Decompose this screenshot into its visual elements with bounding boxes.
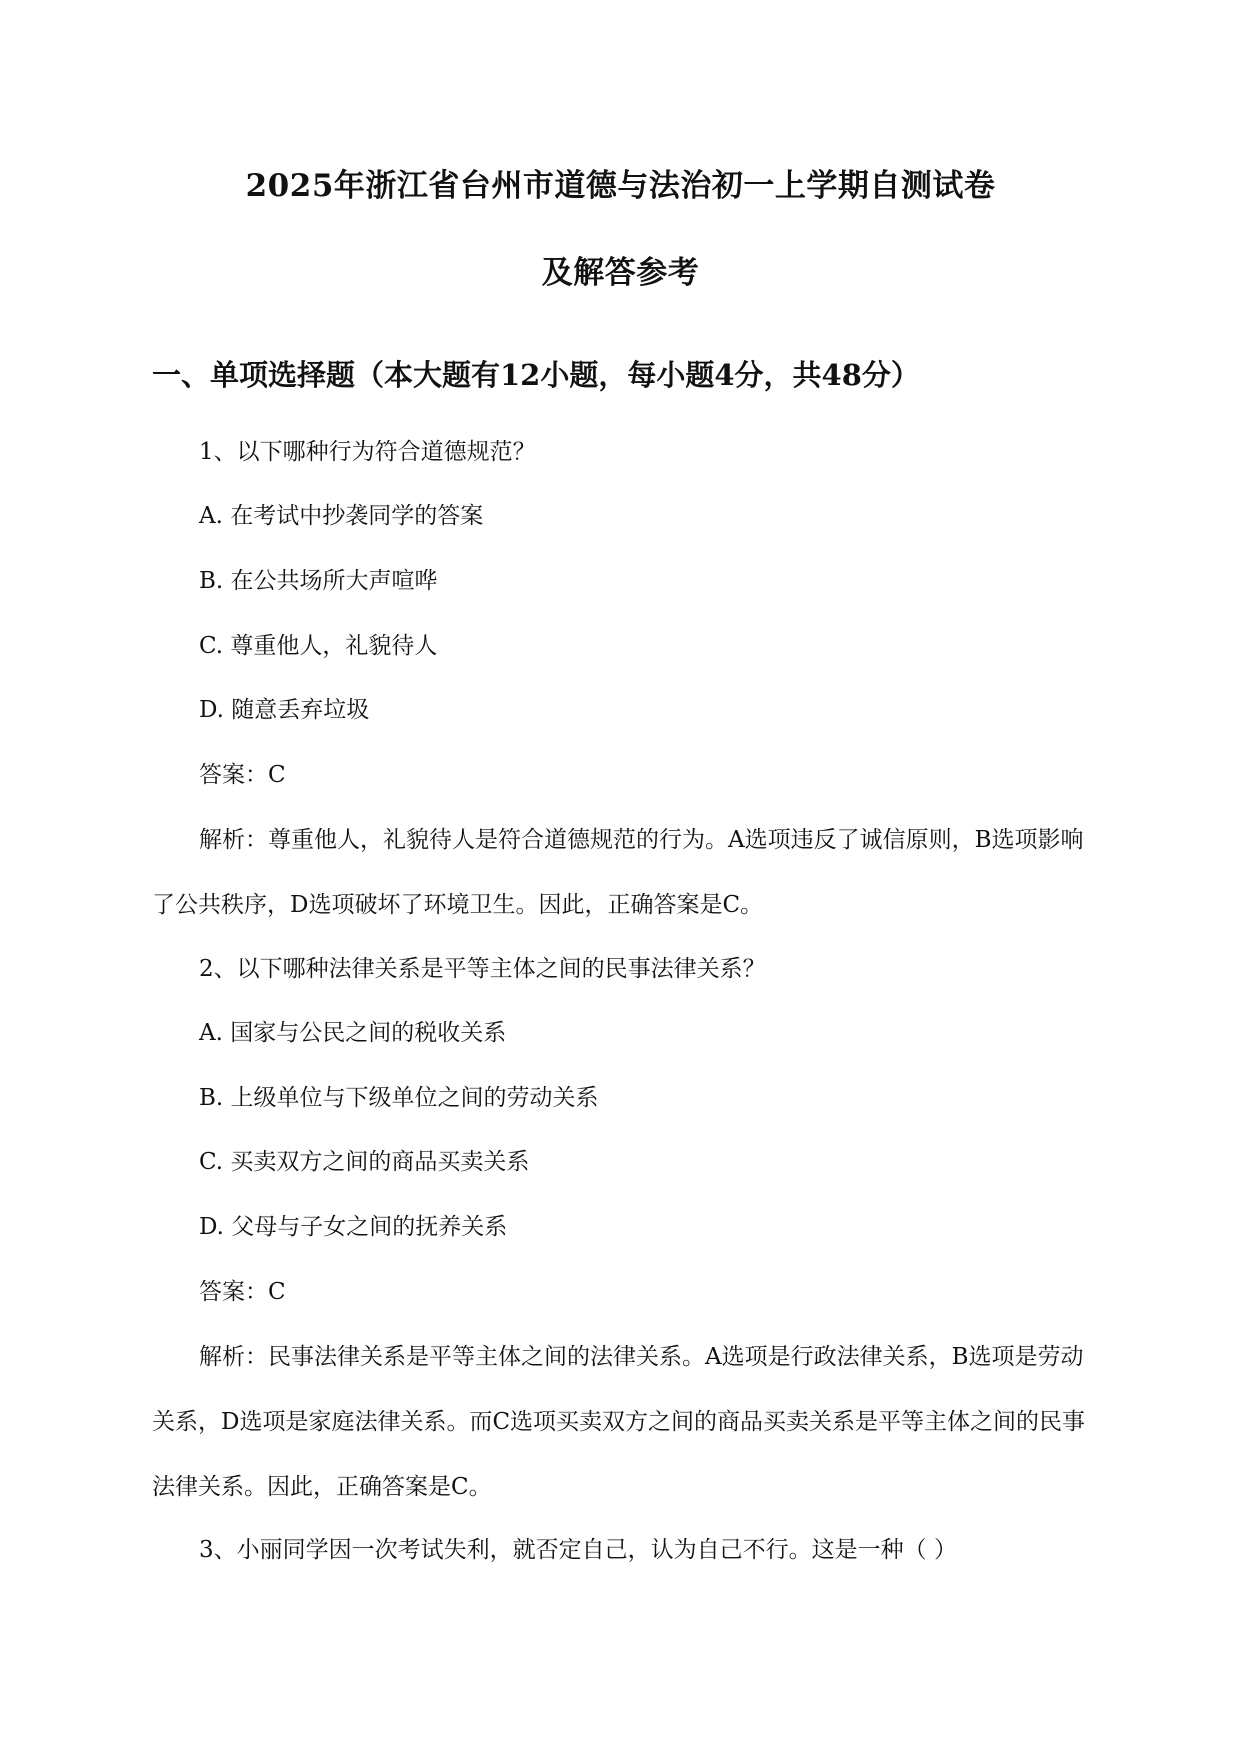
document-title-line-1: 2025年浙江省台州市道德与法治初一上学期自测试卷 <box>245 168 996 204</box>
question-3-stem: 3、小丽同学因一次考试失利，就否定自己，认为自己不行。这是一种（ ） <box>199 1537 957 1563</box>
question-2-answer: 答案：C <box>199 1279 286 1305</box>
question-2-analysis: 解析：民事法律关系是平等主体之间的法律关系。A选项是行政法律关系，B选项是劳动关系，D选项是家庭法律关系。而C选项买卖双方之间的商品买卖关系是平等主体之间的民事法律关系。因此，正确答案是C。 <box>152 1344 1086 1500</box>
question-1-stem: 1、以下哪种行为符合道德规范？ <box>199 439 536 465</box>
question-2-option-d: D. 父母与子女之间的抚养关系 <box>199 1214 508 1240</box>
document-title-line-2: 及解答参考 <box>541 255 700 291</box>
question-2-stem: 2、以下哪种法律关系是平等主体之间的民事法律关系？ <box>199 956 766 982</box>
section-heading: 一、单项选择题（本大题有12小题，每小题4分，共48分） <box>152 358 920 392</box>
question-1-option-a: A. 在考试中抄袭同学的答案 <box>199 503 484 529</box>
question-1-option-b: B. 在公共场所大声喧哗 <box>199 568 438 594</box>
question-2-option-c: C. 买卖双方之间的商品买卖关系 <box>199 1149 530 1175</box>
question-1-analysis: 解析：尊重他人，礼貌待人是符合道德规范的行为。A选项违反了诚信原则，B选项影响了公共秩序，D选项破坏了环境卫生。因此，正确答案是C。 <box>152 827 1084 918</box>
question-1-option-d: D. 随意丢弃垃圾 <box>199 697 370 723</box>
question-1-answer: 答案：C <box>199 762 286 788</box>
question-2-option-b: B. 上级单位与下级单位之间的劳动关系 <box>199 1085 599 1111</box>
question-1-option-c: C. 尊重他人，礼貌待人 <box>199 633 438 659</box>
question-2-option-a: A. 国家与公民之间的税收关系 <box>199 1020 507 1046</box>
